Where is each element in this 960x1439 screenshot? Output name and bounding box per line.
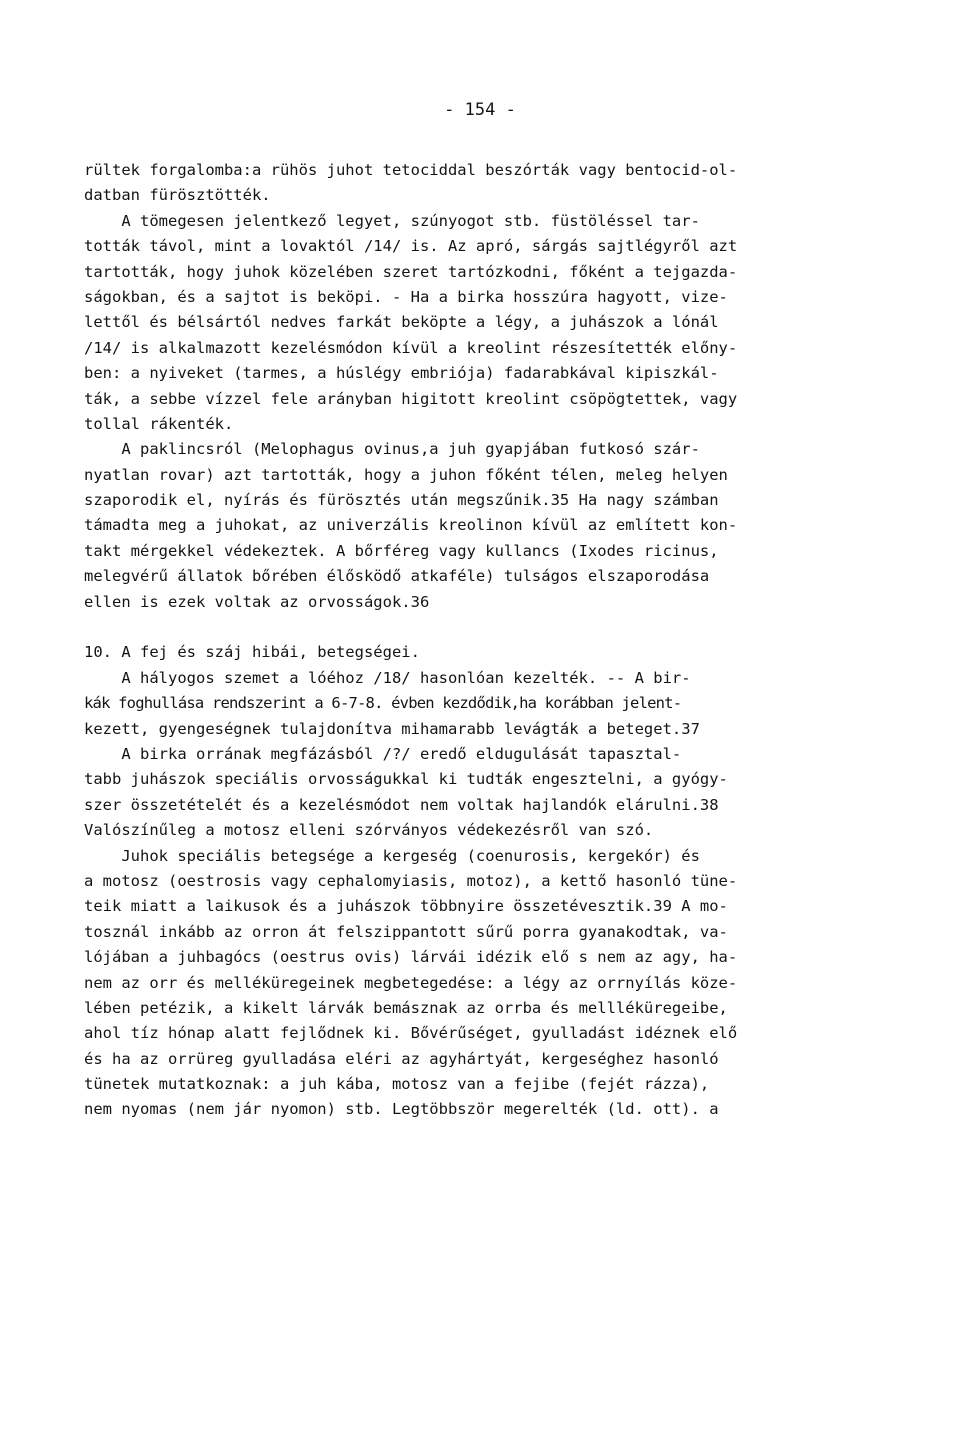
text-line: teik miatt a laikusok és a juhászok többnyire összetévesztik.39 A mo- — [84, 897, 728, 916]
text-line: tosznál inkább az orron át felszippantott sűrű porra gyanakodtak, va- — [84, 922, 728, 941]
text-line: ták, a sebbe vízzel fele arányban higitott kreolint csöpögtettek, vagy — [84, 389, 738, 408]
text-line: és ha az orrüreg gyulladása eléri az agyhártyát, kergeséghez hasonló — [84, 1049, 719, 1068]
text-line: lójában a juhbagócs (oestrus ovis) lárvái idézik elő s nem az agy, ha- — [84, 948, 738, 967]
text-line: melegvérű állatok bőrében élősködő atkaféle) tulságos elszaporodása — [84, 567, 710, 586]
text-line: A paklincsról (Melophagus ovinus,a juh gyapjában futkosó szár- — [84, 440, 700, 459]
text-line: ságokban, és a sajtot is beköpi. - Ha a birka hosszúra hagyott, vize- — [84, 287, 728, 306]
text-line: A hályogos szemet a lóéhoz /18/ hasonlóan kezelték. -- A bir- — [84, 668, 691, 687]
text-line: lében petézik, a kikelt lárvák bemásznak az orrba és mellléküregeibe, — [84, 998, 728, 1017]
text-line: A tömegesen jelentkező legyet, szúnyogot stb. füstöléssel tar- — [84, 211, 700, 230]
text-line: A birka orrának megfázásból /?/ eredő eldugulását tapasztal- — [84, 744, 682, 763]
blank-line — [84, 615, 884, 640]
text-line: a motosz (oestrosis vagy cephalomyiasis, motoz), a kettő hasonló tüne- — [84, 871, 738, 890]
text-line: Juhok speciális betegsége a kergeség (coenurosis, kergekór) és — [84, 846, 700, 865]
text-line: támadta meg a juhokat, az univerzális kreolinon kívül az említett kon- — [84, 516, 738, 535]
text-line: kezett, gyengeségnek tulajdonítva mihamarabb levágták a beteget.37 — [84, 719, 700, 738]
text-line: nem nyomas (nem jár nyomon) stb. Legtöbbször megerelték (ld. ott). a — [84, 1100, 719, 1119]
text-line: rültek forgalomba:a rühös juhot tetociddal beszórták vagy bentocid-ol- — [84, 161, 738, 179]
text-line: /14/ is alkalmazott kezelésmódon kívül a kreolint részesítették előny- — [84, 338, 738, 357]
body-text — [84, 158, 884, 1123]
text-line: tották távol, mint a lovaktól /14/ is. Az apró, sárgás sajtlégyről azt — [84, 237, 738, 256]
text-line: nyatlan rovar) azt tartották, hogy a juhon főként télen, meleg helyen — [84, 465, 728, 484]
text-line: tabb juhászok speciális orvosságukkal ki tudták engesztelni, a gyógy- — [84, 770, 728, 789]
text-line: datban fürösztötték. — [84, 186, 271, 205]
text-line: ellen is ezek voltak az orvosságok.36 — [84, 592, 430, 611]
text-line: takt mérgekkel védekeztek. A bőrféreg vagy kullancs (Ixodes ricinus, — [84, 541, 719, 560]
text-line: Valószínűleg a motosz elleni szórványos védekezésről van szó. — [84, 821, 654, 840]
text-line: kák foghullása rendszerint a 6-7-8. évben kezdődik,ha korábban jelent- — [84, 694, 682, 713]
text-line: tünetek mutatkoznak: a juh kába, motosz van a fejibe (fejét rázza), — [84, 1075, 710, 1094]
text-line: szaporodik el, nyírás és fürösztés után megszűnik.35 Ha nagy számban — [84, 491, 719, 510]
page-number: - 154 - — [444, 100, 516, 120]
text-line: nem az orr és melléküregeinek megbetegedése: a légy az orrnyílás köze- — [84, 973, 738, 992]
text-line: ben: a nyiveket (tarmes, a húslégy embriója) fadarabkával kipiszkál- — [84, 364, 719, 383]
text-line: lettől és bélsártól nedves farkát beköpte a légy, a juhászok a lónál — [84, 313, 719, 332]
text-line: tartották, hogy juhok közelében szeret tartózkodni, főként a tejgazda- — [84, 262, 738, 281]
text-line: tollal rákenték. — [84, 414, 234, 433]
text-line: ahol tíz hónap alatt fejlődnek ki. Bővérűséget, gyulladást idéznek elő — [84, 1024, 738, 1043]
text-line: szer összetételét és a kezelésmódot nem voltak hajlandók elárulni.38 — [84, 795, 719, 814]
section-heading: 10. A fej és száj hibái, betegségei. — [84, 643, 420, 662]
